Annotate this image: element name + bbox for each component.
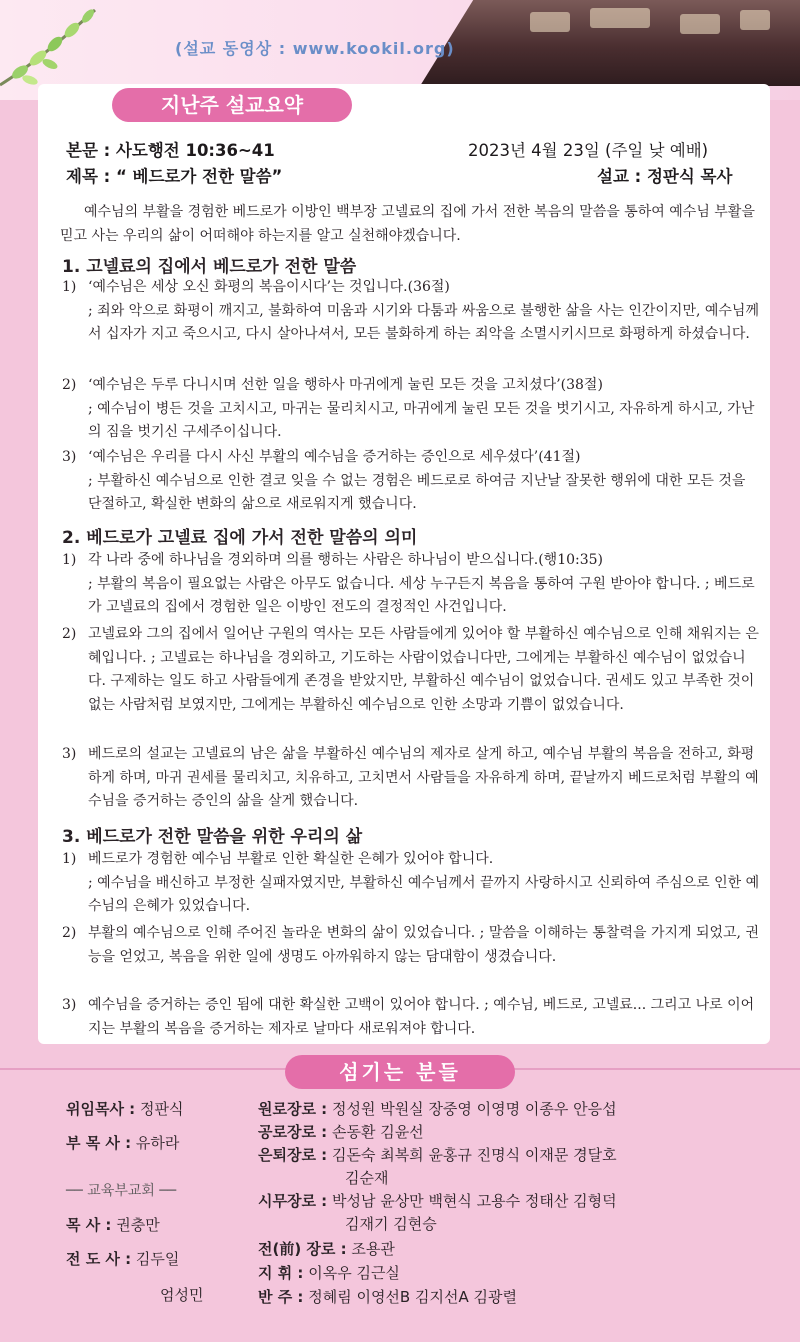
list-item xyxy=(62,922,762,969)
item-text: 베드로의 설교는 고넬료의 남은 삶을 부활하신 예수님의 제자로 살게 하고, 예수님 부활의 복음을 전하고, 화평하게 하며, 마귀 권세를 물리치고, 치유하고, 고치면서 사람들을 자유하게 하며, 끝날까지 베드로처럼 부활의 예수님을 증거하는 증인의 삶을 살게 했습니다. xyxy=(88,746,759,809)
elder-names: 김돈숙 최복희 윤홍규 진명식 이재문 경달호 xyxy=(331,1146,617,1164)
staff-names: 유하라 xyxy=(135,1134,180,1152)
elder-names: 박성남 윤상만 백현식 고용수 정태산 김형덕 xyxy=(331,1192,617,1210)
staff-names: 엄성민 xyxy=(160,1286,204,1304)
list-item xyxy=(62,446,762,517)
sermon-title: 제목 : “ 베드로가 전한 말씀” xyxy=(66,167,283,186)
staff-label: 목 사 : xyxy=(66,1216,112,1234)
elder-label: 원로장로 : xyxy=(258,1100,328,1118)
item-text: 예수님을 증거하는 증인 됨에 대한 확실한 고백이 있어야 합니다. ; 예수님, 베드로, 고넬료... 그리고 나로 이어지는 부활의 복음을 증거하는 제자로 날마다 새로워져야 합니다. xyxy=(88,997,755,1037)
item-number: 2) xyxy=(62,925,77,941)
staff-label: 부 목 사 : xyxy=(66,1134,132,1152)
elder-row xyxy=(258,1121,424,1142)
item-number: 3) xyxy=(62,997,77,1013)
item-detail: ; 부활의 복음이 필요없는 사람은 아무도 없습니다. 세상 누구든지 복음을 통하여 구원 받아야 합니다. ; 베드로가 고넬료의 집에서 경험한 일은 이방인 전도의 결정적인 사건입니다. xyxy=(88,575,755,615)
accompanist-row xyxy=(258,1286,517,1307)
staff-group-heading xyxy=(66,1180,176,1200)
section-title-pill: 지난주 설교요약 xyxy=(112,88,352,122)
accompanist-label: 반 주 : xyxy=(258,1288,304,1306)
list-item xyxy=(62,623,762,717)
elder-names: 정성원 박원실 장중영 이영명 이종우 안응섭 xyxy=(331,1100,617,1118)
item-text: 베드로가 경험한 예수님 부활로 인한 확실한 은혜가 있어야 합니다. xyxy=(88,851,494,867)
list-item xyxy=(62,743,762,814)
servants-title-pill: 섬기는 분들 xyxy=(285,1055,515,1089)
elder-names: 손동환 김윤선 xyxy=(331,1123,424,1141)
list-item xyxy=(62,994,762,1041)
section-heading: 1. 고넬료의 집에서 베드로가 전한 말씀 xyxy=(62,257,357,277)
elder-row xyxy=(345,1167,388,1188)
list-item xyxy=(62,276,762,347)
staff-row xyxy=(160,1284,203,1305)
item-text: 고넬료와 그의 집에서 일어난 구원의 역사는 모든 사람들에게 있어야 할 부활하신 예수님으로 인해 채워지는 은혜입니다. ; 고넬료는 하나님을 경외하고, 기도하는 사람이었습니다만, 그에게는 부활하신 예수님이 없었습니다. 구제하는 일도 하고 사람들에게 존경을 받았지만, 부활하신 예수님이 없었습니다. 권세도 있고 부족한 것이 없는 사람처럼 보였지만, 그에게는 부활하신 예수님으로 인한 소망과 기쁨이 없었습니다. xyxy=(88,626,759,713)
item-detail: ; 예수님을 배신하고 부정한 실패자였지만, 부활하신 예수님께서 끝까지 사랑하시고 신뢰하여 주심으로 인한 예수님의 은혜가 있었습니다. xyxy=(88,874,760,914)
elder-row xyxy=(258,1144,617,1165)
elder-names: 김재기 김현승 xyxy=(345,1215,437,1233)
elder-label: 은퇴장로 : xyxy=(258,1146,328,1164)
list-item xyxy=(62,374,762,445)
elder-row xyxy=(258,1190,617,1211)
item-text: 각 나라 중에 하나님을 경외하며 의를 행하는 사람은 하나님이 받으십니다.(행10:35) xyxy=(88,552,604,568)
staff-row xyxy=(66,1214,160,1235)
item-number: 3) xyxy=(62,449,77,465)
elder-label: 공로장로 : xyxy=(258,1123,328,1141)
elder-row xyxy=(345,1213,437,1234)
item-number: 3) xyxy=(62,746,77,762)
item-text: ‘예수님은 우리를 다시 사신 부활의 예수님을 증거하는 증인으로 세우셨다’(41절) xyxy=(88,449,581,465)
item-text: ‘예수님은 세상 오신 화평의 복음이시다’는 것입니다.(36절) xyxy=(88,279,450,295)
item-number: 1) xyxy=(62,552,77,568)
sermon-date: 2023년 4월 23일 (주일 낮 예배) xyxy=(468,141,709,160)
item-number: 2) xyxy=(62,377,77,393)
elder-row xyxy=(258,1238,395,1259)
item-number: 1) xyxy=(62,279,77,295)
item-detail: ; 부활하신 예수님으로 인한 결코 잊을 수 없는 경험은 베드로로 하여금 지난날 잘못한 행위에 대한 모든 것을 단절하고, 확실한 변화의 삶으로 새로워지게 했습니다. xyxy=(88,472,746,512)
staff-names: 김두일 xyxy=(135,1250,180,1268)
staff-row xyxy=(66,1132,179,1153)
accompanist-names: 정혜림 이영선B 김지선A 김광렬 xyxy=(308,1288,517,1306)
preacher: 설교 : 정판식 목사 xyxy=(597,167,733,186)
conductor-row xyxy=(258,1262,400,1283)
sermon-intro: 예수님의 부활을 경험한 베드로가 이방인 백부장 고넬료의 집에 가서 전한 복음의 말씀을 통하여 예수님 부활을 믿고 사는 우리의 삶이 어떠해야 하는지를 알고 실천해야겠습니다. xyxy=(60,204,755,244)
staff-row xyxy=(66,1098,183,1119)
staff-label: 위임목사 : xyxy=(66,1100,136,1118)
staff-names: 정판식 xyxy=(139,1100,184,1118)
elder-label: 전(前) 장로 : xyxy=(258,1240,347,1258)
staff-names: 권충만 xyxy=(116,1216,160,1234)
elder-label: 시무장로 : xyxy=(258,1192,328,1210)
section-heading: 3. 베드로가 전한 말씀을 위한 우리의 삶 xyxy=(62,827,363,847)
elder-names: 김순재 xyxy=(345,1169,389,1187)
staff-label: 전 도 사 : xyxy=(66,1250,132,1268)
list-item xyxy=(62,848,762,919)
list-item xyxy=(62,549,762,620)
item-detail: ; 예수님이 병든 것을 고치시고, 마귀는 물리치시고, 마귀에게 눌린 모든 것을 벗기시고, 자유하게 하시고, 가난의 짐을 벗기신 구세주이십니다. xyxy=(88,400,755,440)
conductor-names: 이옥우 김근실 xyxy=(308,1264,400,1282)
elder-row xyxy=(258,1098,617,1119)
video-link[interactable]: (설교 동영상 : www.kookil.org) xyxy=(175,39,455,58)
item-text: 부활의 예수님으로 인해 주어진 놀라운 변화의 삶이 있었습니다. ; 말씀을 이해하는 통찰력을 가지게 되었고, 권능을 얻었고, 복음을 위한 일에 생명도 아까워하지 않는 담대함이 생겼습니다. xyxy=(88,925,759,965)
church-photo xyxy=(420,0,800,86)
staff-group-label: ── 교육부교회 ── xyxy=(66,1183,177,1199)
item-detail: ; 죄와 악으로 화평이 깨지고, 불화하여 미움과 시기와 다툼과 싸움으로 불행한 삶을 사는 인간이지만, 예수님께서 십자가 지고 죽으시고, 다시 살아나셔서, 모든 불화하게 하는 죄악을 소멸시키시므로 화평하게 하셨습니다. xyxy=(88,302,759,342)
item-text: ‘예수님은 두루 다니시며 선한 일을 행하사 마귀에게 눌린 모든 것을 고치셨다’(38절) xyxy=(88,377,603,393)
item-number: 2) xyxy=(62,626,77,642)
conductor-label: 지 휘 : xyxy=(258,1264,304,1282)
section-heading: 2. 베드로가 고넬료 집에 가서 전한 말씀의 의미 xyxy=(62,528,418,548)
item-number: 1) xyxy=(62,851,77,867)
scripture-reference: 본문 : 사도행전 10:36~41 xyxy=(66,141,275,160)
staff-row xyxy=(66,1248,179,1269)
elder-names: 조용관 xyxy=(351,1240,395,1258)
